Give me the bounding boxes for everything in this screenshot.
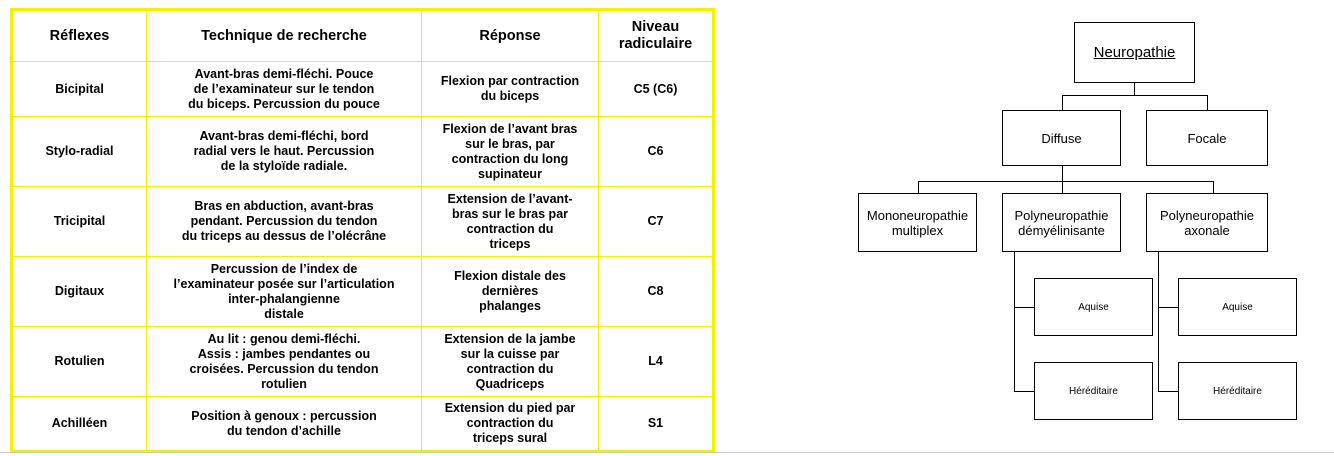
technique-text: Bras en abduction, avant-bras pendant. Percussion du tendon du triceps au dessus de l’olécrâne: [181, 199, 387, 243]
node-demy-acquise: Aquise: [1034, 278, 1153, 336]
node-axo-hereditaire: Héréditaire: [1178, 362, 1297, 420]
reflex-level: C6: [599, 117, 714, 187]
response-text: Extension du pied par contraction du triceps sural: [444, 401, 576, 445]
reflex-name: Achilléen: [12, 397, 147, 452]
connector-demy-hereditaire: [1014, 391, 1034, 392]
reflex-name: Stylo-radial: [12, 117, 147, 187]
header-niveau-label: Niveau radiculaire: [618, 19, 693, 52]
reflex-level: L4: [599, 327, 714, 397]
technique-text: Avant-bras demi-fléchi. Pouce de l’examinateur sur le tendon du biceps. Percussion du pouce: [188, 66, 380, 111]
response-text: Flexion par contraction du biceps: [440, 74, 580, 103]
node-neuropathie-label: Neuropathie: [1093, 44, 1176, 61]
connector-axo-acquise: [1158, 307, 1178, 308]
reflex-level: C5 (C6): [599, 62, 714, 117]
node-focale: Focale: [1146, 110, 1268, 166]
node-poly-axonale: Polyneuropathie axonale: [1146, 193, 1268, 252]
connector-to-mono: [918, 181, 919, 193]
connector-axo-hereditaire: [1158, 391, 1178, 392]
response-text: Flexion de l’avant bras sur le bras, par contraction du long supinateur: [442, 121, 578, 181]
connector-to-diffuse: [1062, 95, 1063, 110]
connector-demy-trunk: [1014, 252, 1015, 391]
technique-text: Au lit : genou demi-fléchi. Assis : jambes pendantes ou croisées. Percussion du tendon rotulien: [189, 331, 379, 391]
reflex-name: Rotulien: [12, 327, 147, 397]
connector-level1-bar: [1062, 95, 1208, 96]
node-demy-hereditaire: Héréditaire: [1034, 362, 1153, 420]
connector-demy-acquise: [1014, 307, 1034, 308]
reflex-level: C7: [599, 187, 714, 257]
technique-text: Percussion de l’index de l’examinateur posée sur l’articulation inter-phalangienne distale: [173, 261, 395, 321]
node-diffuse: Diffuse: [1002, 110, 1121, 166]
connector-axo-trunk: [1158, 252, 1159, 391]
header-reponse: Réponse: [422, 10, 599, 62]
reflex-level: C8: [599, 257, 714, 327]
connector-to-focale: [1207, 95, 1208, 110]
node-axo-acquise: Aquise: [1178, 278, 1297, 336]
node-mononeuropathie: Mononeuropathie multiplex: [858, 193, 977, 252]
reflex-name: Bicipital: [12, 62, 147, 117]
technique-text: Position à genoux : percussion du tendon d’achille: [191, 408, 377, 438]
reflex-name: Tricipital: [12, 187, 147, 257]
node-neuropathie: [1074, 22, 1195, 83]
header-technique: Technique de recherche: [147, 10, 422, 62]
connector-diffuse-down: [1062, 166, 1063, 181]
connector-level2-bar: [918, 181, 1214, 182]
response-text: Flexion distale des dernières phalanges: [454, 269, 566, 313]
reflex-name: Digitaux: [12, 257, 147, 327]
connector-to-demy: [1062, 181, 1063, 193]
header-reflexes: Réflexes: [12, 10, 147, 62]
technique-text: Avant-bras demi-fléchi, bord radial vers le haut. Percussion de la styloïde radiale.: [193, 129, 375, 173]
connector-to-axo: [1213, 181, 1214, 193]
reflex-level: S1: [599, 397, 714, 452]
node-poly-demyelinisante: Polyneuropathie démyélinisante: [1002, 193, 1121, 252]
response-text: Extension de l’avant- bras sur le bras par contraction du triceps: [447, 191, 573, 251]
connector-root-down: [1134, 83, 1135, 95]
response-text: Extension de la jambe sur la cuisse par contraction du Quadriceps: [444, 331, 576, 391]
